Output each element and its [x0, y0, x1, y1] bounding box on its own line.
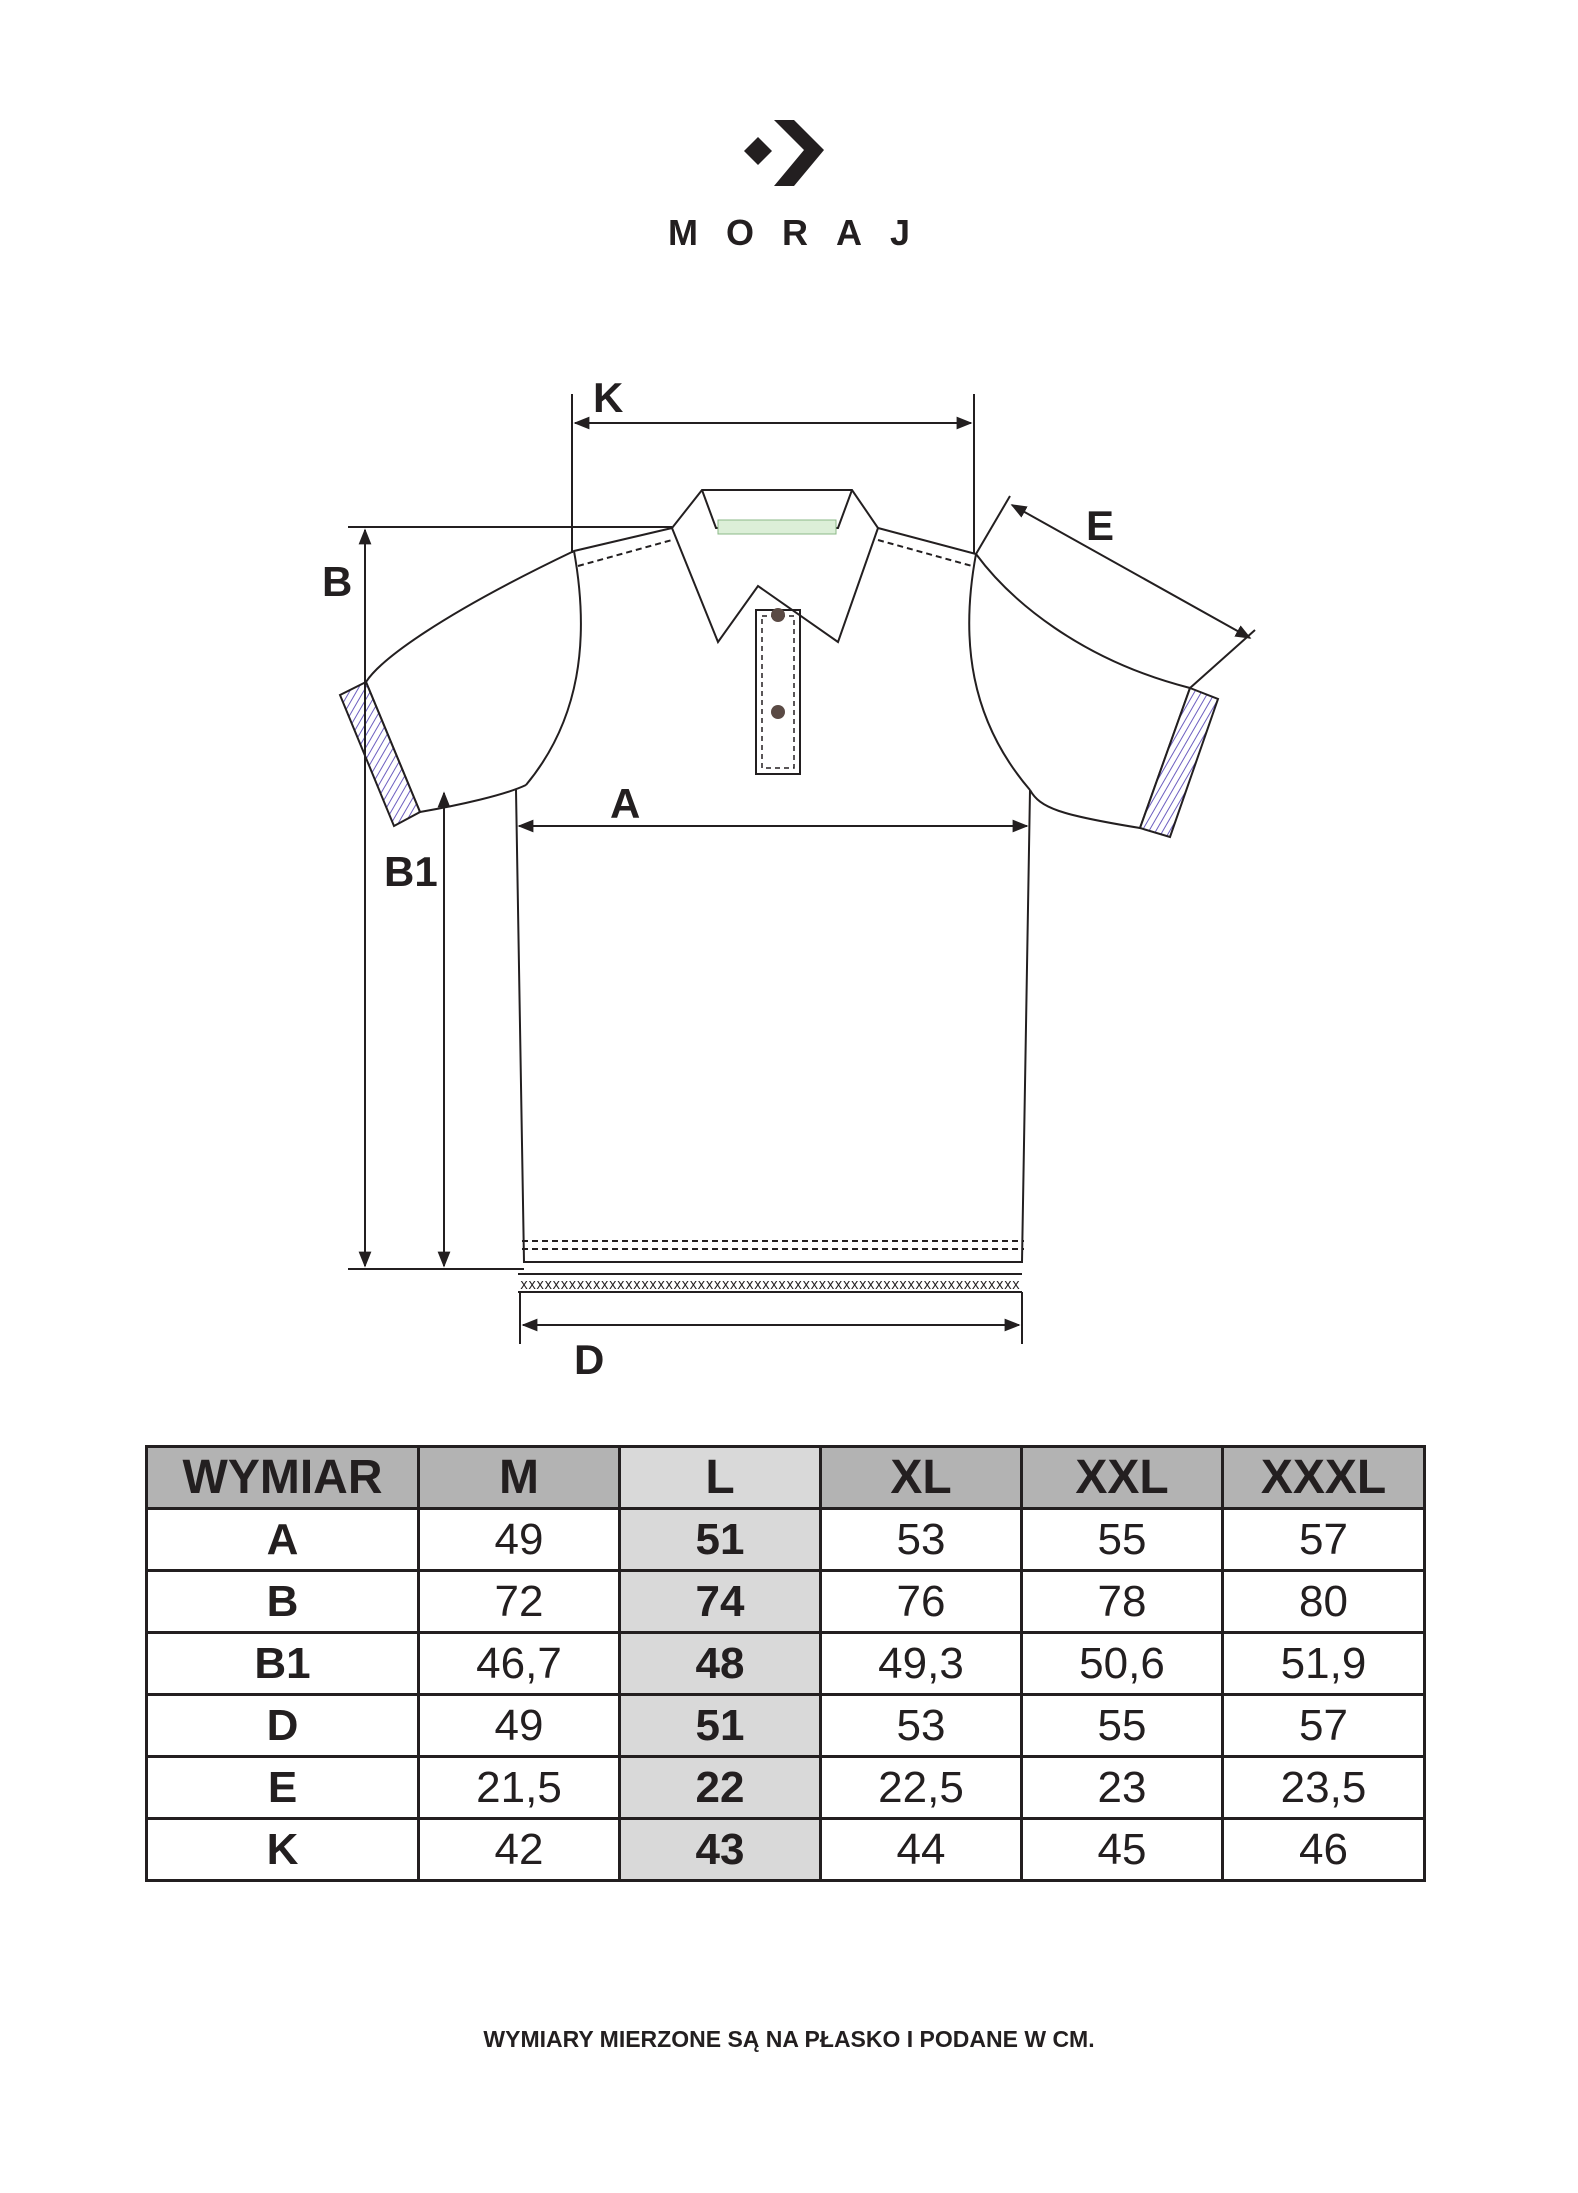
table-cell: 43	[620, 1819, 821, 1881]
button-top	[771, 608, 785, 622]
header-cell: M	[419, 1447, 620, 1509]
table-cell: 57	[1223, 1695, 1425, 1757]
table-row	[147, 1571, 1425, 1633]
table-cell: 49	[419, 1509, 620, 1571]
label-e: E	[1086, 502, 1115, 549]
table-row	[147, 1819, 1425, 1881]
row-label: A	[147, 1509, 419, 1571]
table-cell: 42	[419, 1819, 620, 1881]
table-cell: 80	[1223, 1571, 1425, 1633]
row-label: K	[147, 1819, 419, 1881]
table-cell: 46	[1223, 1819, 1425, 1881]
table-cell: 53	[821, 1695, 1022, 1757]
table-cell: 23	[1022, 1757, 1223, 1819]
measurement-lines	[348, 394, 1255, 1344]
button-bottom	[771, 705, 785, 719]
row-label: B	[147, 1571, 419, 1633]
label-b1: B1	[384, 848, 438, 895]
table-cell: 44	[821, 1819, 1022, 1881]
table-cell: 45	[1022, 1819, 1223, 1881]
left-cuff-rib	[340, 682, 420, 826]
table-cell: 49	[419, 1695, 620, 1757]
right-cuff-rib	[1140, 688, 1218, 837]
label-k: K	[593, 374, 624, 421]
table-cell: 46,7	[419, 1633, 620, 1695]
table-cell: 50,6	[1022, 1633, 1223, 1695]
table-cell: 51,9	[1223, 1633, 1425, 1695]
size-table	[145, 1445, 1426, 1882]
table-cell: 22,5	[821, 1757, 1022, 1819]
table-cell: 55	[1022, 1695, 1223, 1757]
hem-stitch: xxxxxxxxxxxxxxxxxxxxxxxxxxxxxxxxxxxxxxxxxxxxxxxxxxxxxxxxxxxxxx	[520, 1277, 1020, 1293]
table-header-row	[147, 1447, 1425, 1509]
table-cell: 49,3	[821, 1633, 1022, 1695]
header-cell: XL	[821, 1447, 1022, 1509]
table-cell: 57	[1223, 1509, 1425, 1571]
measurement-footnote: WYMIARY MIERZONE SĄ NA PŁASKO I PODANE W CM.	[483, 2026, 1095, 2052]
header-cell: L	[620, 1447, 821, 1509]
table-cell: 78	[1022, 1571, 1223, 1633]
row-label: B1	[147, 1633, 419, 1695]
table-row	[147, 1757, 1425, 1819]
table-cell: 23,5	[1223, 1757, 1425, 1819]
table-cell: 53	[821, 1509, 1022, 1571]
table-cell: 74	[620, 1571, 821, 1633]
table-row	[147, 1633, 1425, 1695]
label-b: B	[322, 558, 353, 605]
header-cell: WYMIAR	[147, 1447, 419, 1509]
collar-tape	[718, 520, 836, 534]
table-cell: 51	[620, 1509, 821, 1571]
table-cell: 48	[620, 1633, 821, 1695]
header-cell: XXL	[1022, 1447, 1223, 1509]
label-d: D	[574, 1336, 605, 1383]
table-cell: 76	[821, 1571, 1022, 1633]
table-row	[147, 1695, 1425, 1757]
brand-name: MORAJ	[667, 212, 938, 253]
table-cell: 22	[620, 1757, 821, 1819]
table-cell: 55	[1022, 1509, 1223, 1571]
table-cell: 21,5	[419, 1757, 620, 1819]
row-label: E	[147, 1757, 419, 1819]
table-cell: 72	[419, 1571, 620, 1633]
header-cell: XXXL	[1223, 1447, 1425, 1509]
table-cell: 51	[620, 1695, 821, 1757]
row-label: D	[147, 1695, 419, 1757]
table-row	[147, 1509, 1425, 1571]
label-a: A	[610, 780, 641, 827]
